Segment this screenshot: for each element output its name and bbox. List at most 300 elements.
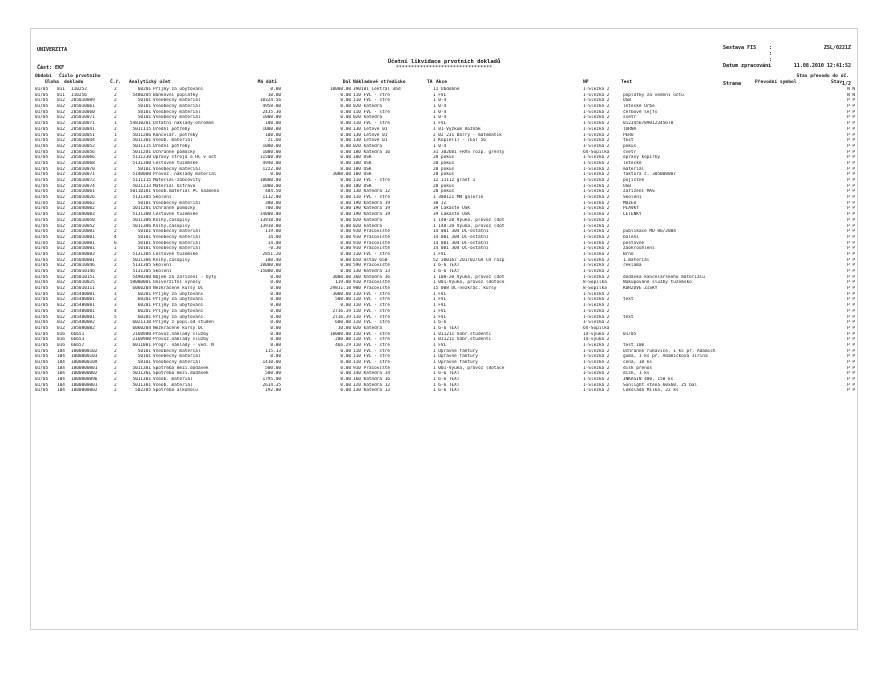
table-cell: 0.00: [270, 337, 281, 343]
table-cell: 1 6-6: [433, 320, 447, 326]
table-cell: 110 FVL - stře: [353, 178, 391, 183]
table-cell: 020 katedra: [353, 325, 383, 331]
table-cell: 1-Slezká 2: [583, 263, 610, 269]
table-cell: 2: [114, 377, 117, 383]
table-cell: 2: [114, 172, 117, 178]
table-cell: 10000.00: [259, 263, 281, 269]
table-cell: 2: [114, 155, 117, 161]
table-cell: 31 302601 FRVŠ rozp. grenty: [433, 149, 505, 155]
table-cell: 1-Slezká 2: [583, 115, 610, 121]
table-cell: 01/05: [35, 331, 49, 337]
table-cell: 110 FVL - stře: [353, 297, 391, 303]
table-cell: 2160900: [132, 337, 151, 343]
table-cell: disk, 1 ks: [623, 371, 650, 377]
table-cell: 2: [114, 178, 117, 183]
table-cell: 2: [114, 195, 117, 201]
table-cell: INKASIN 400, 150 ks: [623, 377, 674, 383]
table-cell: 0.00: [340, 388, 351, 394]
table-cell: 1000.00: [262, 126, 281, 132]
table-cell: 110 FVL - stře: [353, 354, 391, 360]
table-cell: 100.00: [265, 132, 281, 138]
table-cell: P P: [847, 178, 855, 183]
table-cell: 5140000: [132, 172, 151, 178]
table-cell: 205010072: [71, 178, 95, 183]
table-cell: -0.30: [267, 246, 281, 252]
table-cell: 012: [57, 195, 65, 201]
table-cell: 0.00: [340, 160, 351, 166]
col-cislo-top: Číslo prvotního: [59, 74, 101, 79]
table-cell: 500.00: [265, 365, 281, 371]
table-cell: 14-výuka 2: [583, 331, 610, 337]
table-cell: 205010052: [71, 223, 95, 229]
table-cell: 01/05: [35, 212, 49, 218]
table-cell: 2: [114, 138, 117, 144]
table-cell: 0.00: [340, 269, 351, 274]
table-cell: P P: [847, 234, 855, 240]
table-cell: 205480002: [71, 320, 95, 326]
table-cell: 01/05: [35, 178, 49, 183]
table-cell: P P: [847, 297, 855, 303]
table-cell: Knihy,časopisy: [153, 223, 191, 229]
table-cell: 2: [114, 371, 117, 377]
table-cell: 5011113: [132, 183, 151, 189]
table-cell: text: [623, 297, 634, 303]
table-cell: 50101: [137, 104, 151, 110]
table-cell: 2: [114, 87, 117, 92]
table-cell: 2716.39: [332, 308, 351, 314]
table-cell: 6: [114, 240, 117, 246]
table-cell: P P: [847, 303, 855, 309]
table-cell: 020 katedra: [353, 217, 383, 223]
table-cell: P P: [847, 388, 855, 394]
table-cell: 0.00: [340, 109, 351, 115]
col-uloha: Úloha: [45, 80, 59, 85]
table-cell: 012: [57, 109, 65, 115]
table-cell: 130 Letové 01: [353, 138, 388, 144]
table-cell: N N: [847, 92, 855, 98]
table-cell: 1000.00: [262, 143, 281, 149]
table-cell: zaokrouhlení: [623, 246, 655, 252]
table-cell: 205010025: [71, 280, 95, 286]
table-cell: 0.00: [340, 303, 351, 309]
table-cell: 1 FVL: [433, 251, 447, 257]
table-cell: 2: [114, 126, 117, 132]
table-cell: 1 100-20 Výuka, provoz (dot: [433, 274, 505, 280]
table-cell: 1 FVL: [433, 314, 447, 320]
table-cell: 1 6-6 TEXT: [433, 263, 460, 269]
table-cell: 1 0-4: [433, 104, 447, 110]
table-cell: 20 pokus: [433, 189, 455, 195]
table-cell: 4: [114, 308, 117, 314]
table-cell: 01/05: [35, 382, 49, 388]
table-cell: 50101: [137, 246, 151, 252]
label-datum: Datum zpracování: [723, 63, 772, 69]
table-cell: 1-Slezká 2: [583, 121, 610, 127]
table-cell: 390101 Centrál obd: [353, 87, 401, 92]
table-cell: 130 Letové 01: [353, 126, 388, 132]
table-cell: 104: [57, 365, 65, 371]
table-cell: guma, 1 ks př. Adamíčková Jiřina: [623, 354, 708, 360]
table-cell: 1-Slezká 2: [583, 143, 610, 149]
table-cell: 1-Slezká 2: [583, 382, 610, 388]
table-cell: 0.00: [340, 360, 351, 365]
table-cell: 0.00: [340, 121, 351, 127]
table-cell: 5011115: [132, 143, 151, 149]
table-cell: 205010041: [71, 126, 95, 132]
table-cell: 01/05: [35, 149, 49, 155]
table-cell: P P: [847, 269, 855, 274]
table-cell: 50101: [137, 109, 151, 115]
table-cell: 66651: [71, 331, 85, 337]
table-cell: 205010151: [71, 274, 95, 280]
table-cell: 01/05: [35, 251, 49, 257]
table-cell: 2716.39: [332, 314, 351, 320]
table-cell: 10000.00: [259, 178, 281, 183]
table-cell: 012: [57, 178, 65, 183]
table-cell: Příjmy za ubytování: [153, 308, 204, 314]
table-cell: 3000.00: [332, 274, 351, 280]
table-cell: 2: [114, 354, 117, 360]
table-cell: Všeobecný materiál: [153, 104, 201, 110]
table-cell: opravy kopírky: [623, 155, 661, 161]
table-cell: 01/05: [35, 348, 49, 354]
table-cell: 4940.00: [262, 160, 281, 166]
table-cell: 011: [57, 87, 65, 92]
table-cell: 14 001 304 DČ-ostatní: [433, 240, 489, 246]
table-cell: 205010071: [71, 121, 95, 127]
table-cell: 1-Slezká 2: [583, 354, 610, 360]
table-cell: 360 Katedra 36: [353, 274, 391, 280]
table-cell: 1-Slezká 2: [583, 183, 610, 189]
table-cell: P P: [847, 160, 855, 166]
table-cell: 1-Slezká 2: [583, 87, 610, 92]
table-cell: 500.00: [265, 371, 281, 377]
table-cell: 2: [114, 269, 117, 274]
table-cell: 50101: [137, 98, 151, 104]
table-cell: 2: [114, 382, 117, 388]
table-cell: 110 FVL - stře: [353, 342, 391, 348]
table-cell: 100 USK: [353, 183, 372, 189]
table-cell: 1-Slezká 2: [583, 291, 610, 297]
table-cell: 01/05: [35, 303, 49, 309]
table-cell: Všeob. materiál: [153, 138, 193, 144]
table-cell: 205480001: [71, 314, 95, 320]
table-cell: Příjmy z popl.od studen: [153, 320, 214, 326]
table-cell: 01/05: [35, 274, 49, 280]
table-cell: 14.00: [267, 234, 281, 240]
table-cell: 910 Pracoviště: [353, 280, 391, 286]
table-cell: 64-Sopilka: [583, 325, 610, 331]
table-cell: 020 katedra: [353, 104, 383, 110]
table-cell: 01/05: [35, 92, 49, 98]
table-cell: Nájem za zařízení - byty: [153, 274, 217, 280]
table-cell: 01/05: [35, 109, 49, 115]
table-cell: materiál: [623, 166, 645, 172]
table-cell: 8-Sopilka: [583, 286, 607, 292]
table-cell: 1 Kopie(1) - TEST 56: [433, 138, 486, 144]
table-cell: 20 pokus: [433, 183, 455, 189]
table-cell: 0.00: [270, 308, 281, 314]
table-cell: 205010001: [71, 246, 95, 252]
table-cell: 1000.00: [262, 183, 281, 189]
table-cell: P P: [847, 240, 855, 246]
table-cell: 5131305: [132, 251, 151, 257]
table-cell: 012: [57, 143, 65, 149]
table-cell: 01/05: [35, 138, 49, 144]
table-cell: 0.00: [340, 189, 351, 195]
table-cell: Všeobecný materiál: [153, 166, 201, 172]
table-cell: 01/05: [35, 360, 49, 365]
table-cell: 50101: [137, 348, 151, 354]
table-cell: 01/05: [35, 183, 49, 189]
col-doklad: dokladu: [64, 80, 84, 85]
table-cell: PLAVKY: [623, 206, 639, 212]
col-prevodni: Převodní symbol: [755, 80, 797, 85]
table-cell: Ochranné rukavice, 1 ks př. Adamich: [623, 348, 716, 354]
table-cell: P P: [847, 325, 855, 331]
table-cell: 0.00: [340, 155, 351, 161]
table-cell: 205010070: [71, 166, 95, 172]
table-cell: 600.00: [335, 320, 351, 326]
table-cell: P P: [847, 98, 855, 104]
table-cell: 2: [114, 149, 117, 155]
table-cell: 205010051: [71, 132, 95, 138]
table-cell: 01/05: [35, 223, 49, 229]
table-cell: 15 008 DČ-nezkrác. kursy: [433, 286, 497, 292]
table-cell: 0.00: [340, 92, 351, 98]
table-cell: 1-Slezká 2: [583, 189, 610, 195]
table-cell: test: [623, 138, 634, 144]
table-cell: 50101: [137, 234, 151, 240]
table-cell: 01/05: [35, 388, 49, 394]
table-cell: N N: [847, 87, 855, 92]
table-cell: 0.00: [340, 257, 351, 263]
table-cell: 205040003: [71, 251, 95, 257]
table-cell: letecké: [623, 160, 642, 166]
table-cell: 50101: [137, 229, 151, 235]
table-cell: 0123456789012345678: [623, 121, 674, 127]
table-cell: 1-Slezká 2: [583, 98, 610, 104]
table-cell: 140 Katedra 14: [353, 371, 391, 377]
table-cell: 39 Lakaste USK: [433, 212, 471, 218]
table-cell: 205010060: [71, 109, 95, 115]
table-cell: 110 FVL - stře: [353, 348, 391, 354]
table-cell: 2: [114, 320, 117, 326]
table-cell: 01/05: [35, 143, 49, 149]
table-cell: 2: [114, 160, 117, 166]
table-cell: 0.00: [270, 280, 281, 286]
table-cell: 1000.00: [262, 115, 281, 121]
table-cell: 50110101: [129, 189, 151, 195]
table-cell: 205010052: [71, 143, 95, 149]
table-cell: 300.00: [265, 200, 281, 206]
table-cell: 110 FVL - stře: [353, 109, 391, 115]
table-cell: Školení: [623, 195, 642, 201]
table-cell: 190 Katedra 19: [353, 206, 391, 212]
table-cell: 01/05: [35, 104, 49, 110]
table-cell: 0.00: [340, 246, 351, 252]
table-cell: 66657: [71, 342, 85, 348]
table-cell: P P: [847, 195, 855, 201]
table-cell: 012: [57, 160, 65, 166]
table-cell: 1 01-Výzkum Rožňák: [433, 126, 481, 132]
table-cell: 1 6-6 TEXT: [433, 388, 460, 394]
table-cell: 1-Slezká 2: [583, 246, 610, 252]
table-cell: 012: [57, 314, 65, 320]
table-cell: Spotřeba alkoholu: [153, 388, 198, 394]
table-cell: P P: [847, 126, 855, 132]
table-cell: 012: [57, 257, 65, 263]
table-cell: 0.00: [340, 251, 351, 257]
table-cell: 016: [57, 331, 65, 337]
table-cell: 01/05: [35, 160, 49, 166]
table-cell: 12 11112 grant 1: [433, 178, 476, 183]
table-cell: 011: [57, 92, 65, 98]
table-cell: P P: [847, 365, 855, 371]
table-cell: 012: [57, 240, 65, 246]
table-cell: 1: [114, 132, 117, 138]
table-cell: 0.00: [270, 314, 281, 320]
table-cell: 1 0-4: [433, 98, 447, 104]
table-cell: 6060204: [132, 286, 151, 292]
table-cell: 190 Katedra 19: [353, 200, 391, 206]
table-cell: 2: [114, 360, 117, 365]
table-cell: 1 FVL: [433, 291, 447, 297]
table-cell: Úřední potřeby: [153, 143, 191, 149]
table-cell: 012: [57, 229, 65, 235]
table-cell: 1-Slezká 2: [583, 240, 610, 246]
table-cell: 100 USK: [353, 172, 372, 178]
table-cell: 1000000103: [71, 354, 98, 360]
table-cell: Knihy,časopisy: [153, 257, 191, 263]
table-cell: 60201: [137, 308, 151, 314]
table-cell: 205010001: [71, 234, 95, 240]
table-cell: 910 Pracoviště: [353, 240, 391, 246]
table-cell: 01/05: [35, 246, 49, 252]
table-cell: 1 Opravné faktury: [433, 354, 478, 360]
table-cell: 2: [114, 331, 117, 337]
table-cell: 6011001: [132, 342, 151, 348]
table-cell: Všeobecný materiál: [153, 109, 201, 115]
table-cell: 020 katedra: [353, 115, 383, 121]
table-cell: 2: [114, 217, 117, 223]
table-cell: 205010044: [71, 138, 95, 144]
table-cell: svetr: [623, 149, 637, 155]
col-stav: Stav: [831, 80, 843, 85]
table-cell: 1-Slezká 2: [583, 342, 610, 348]
table-cell: 2: [114, 183, 117, 189]
table-cell: 110 FVL - stře: [353, 98, 391, 104]
table-cell: P P: [847, 166, 855, 172]
table-cell: 1-Slezká 2: [583, 269, 610, 274]
table-cell: P P: [847, 320, 855, 326]
table-cell: 1-Slezká 2: [583, 229, 610, 235]
table-cell: 012: [57, 104, 65, 110]
table-cell: P P: [847, 109, 855, 115]
table-cell: P P: [847, 200, 855, 206]
table-cell: P P: [847, 291, 855, 297]
table-cell: P P: [847, 337, 855, 343]
table-cell: 110 FVL - stře: [353, 195, 391, 201]
table-cell: 5011306: [132, 223, 151, 229]
table-cell: 10.00: [267, 92, 281, 98]
table-cell: 012: [57, 149, 65, 155]
table-cell: 205080002: [71, 325, 95, 331]
table-cell: 5131305: [132, 263, 151, 269]
table-cell: 104: [57, 377, 65, 383]
table-cell: Cestovné tuzemské: [153, 160, 198, 166]
table-cell: 2: [114, 206, 117, 212]
table-cell: 20 pokus: [433, 166, 455, 172]
table-cell: 0.00: [340, 223, 351, 229]
table-cell: 0.00: [270, 354, 281, 360]
table-cell: 01/05: [35, 87, 49, 92]
table-cell: 5131305: [132, 269, 151, 274]
table-cell: 5011206: [132, 132, 151, 138]
table-cell: 110 FVL - stře: [353, 331, 391, 337]
table-cell: 502205: [135, 388, 151, 394]
table-cell: P P: [847, 263, 855, 269]
table-cell: 012: [57, 115, 65, 121]
table-cell: 39 Lakaste USK: [433, 206, 471, 212]
table-cell: 01/05: [35, 291, 49, 297]
table-cell: 01/05: [35, 269, 49, 274]
table-cell: 0.00: [340, 138, 351, 144]
table-cell: Brno: [623, 251, 634, 257]
table-cell: Ostatní náklady-ohromné: [153, 121, 214, 127]
table-cell: 100 USK: [353, 160, 372, 166]
table-cell: 012: [57, 166, 65, 172]
col-dal: Dal: [342, 80, 351, 85]
table-cell: 110 FVL - stře: [353, 337, 391, 343]
table-cell: 10.00: [337, 325, 351, 331]
table-cell: 01/05: [35, 280, 49, 286]
table-cell: 1.materiál: [623, 257, 650, 263]
table-cell: Čokoláda Milka, 22 ks: [623, 388, 679, 394]
table-cell: 60201: [137, 297, 151, 303]
col-ma-dati: Má dáti: [257, 80, 277, 85]
table-cell: Všeobecný materiál: [153, 200, 201, 206]
table-cell: 0.00: [340, 348, 351, 354]
table-cell: 1222.00: [262, 166, 281, 172]
table-cell: 2614.35: [262, 382, 281, 388]
table-cell: 2: [114, 104, 117, 110]
table-cell: 5: [114, 314, 117, 320]
table-cell: 1-Slezká 2: [583, 274, 610, 280]
table-cell: 0.00: [270, 87, 281, 92]
table-cell: 01/05: [35, 297, 49, 303]
table-cell: 0.00: [340, 354, 351, 360]
table-cell: disk přenos: [623, 365, 653, 371]
table-cell: 6060204: [132, 325, 151, 331]
table-cell: 205040003: [71, 212, 95, 218]
table-cell: 100 USK: [353, 155, 372, 161]
table-cell: 54810201: [129, 121, 151, 127]
table-cell: 205010009: [71, 98, 95, 104]
table-cell: 1 6-6 TEXT: [433, 325, 460, 331]
table-cell: P P: [847, 246, 855, 252]
table-cell: 01/05: [35, 365, 49, 371]
table-cell: 012: [57, 280, 65, 286]
table-cell: 0.00: [340, 104, 351, 110]
table-cell: 01/05: [35, 98, 49, 104]
table-cell: 1-Slezká 2: [583, 308, 610, 314]
table-cell: PERO: [623, 132, 634, 138]
table-cell: P P: [847, 377, 855, 383]
table-cell: P P: [847, 229, 855, 235]
table-cell: P P: [847, 251, 855, 257]
table-cell: 14 001 304 DČ-ostatní: [433, 234, 489, 240]
